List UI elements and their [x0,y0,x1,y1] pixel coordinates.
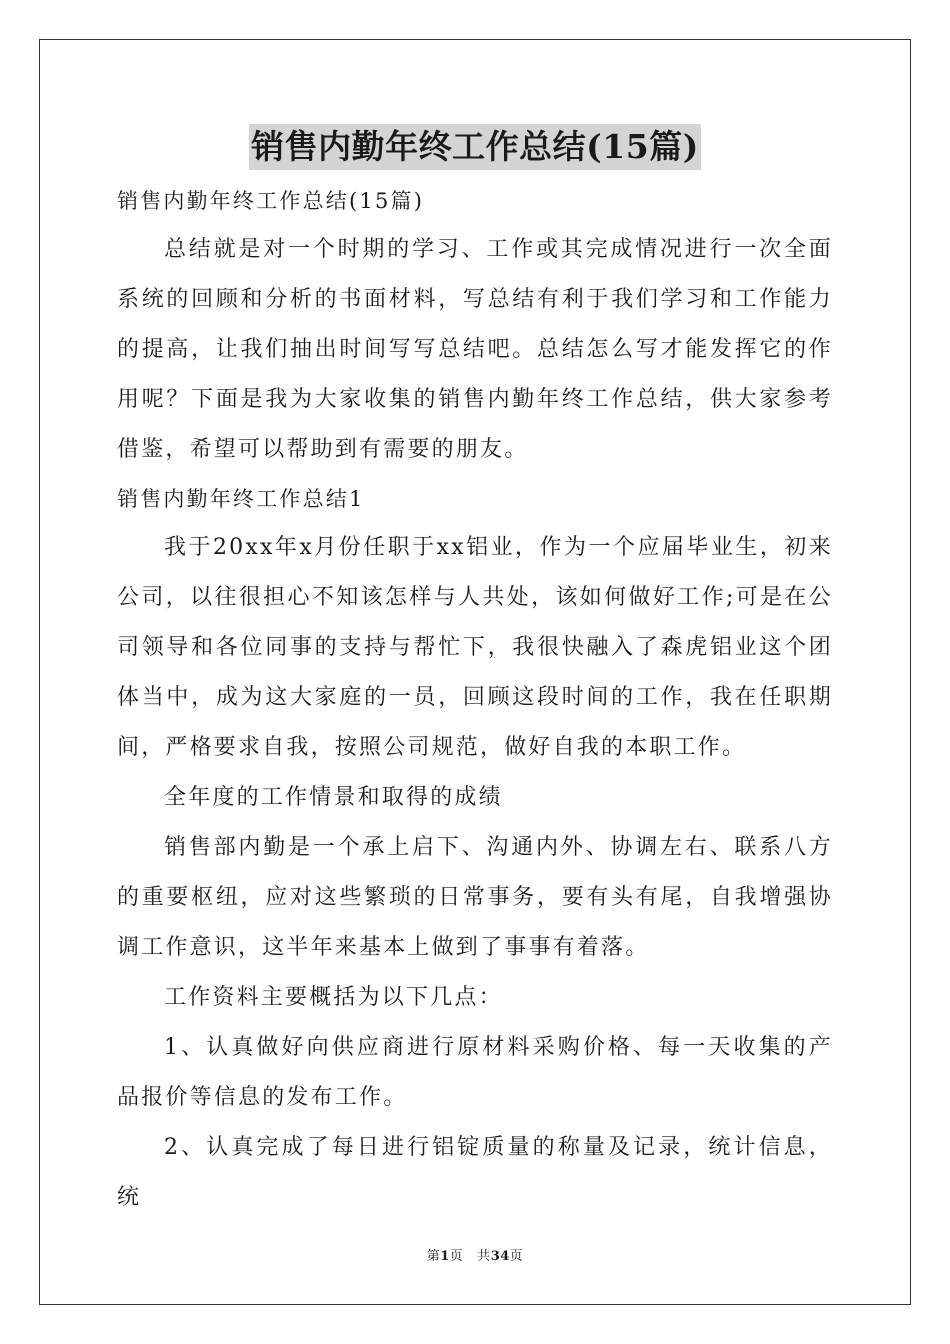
page-footer [0,1245,950,1264]
section-heading: 销售内勤年终工作总结1 [117,487,365,511]
document-title: 销售内勤年终工作总结(15篇) [249,124,701,170]
intro-paragraph: 总结就是对一个时期的学习、工作或其完成情况进行一次全面系统的回顾和分析的书面材料，写总结有利于我们学习和工作能力的提高，让我们抽出时间写写总结吧。总结怎么写才能发挥它的作用呢？下面是我为大家收集的销售内勤年终工作总结，供大家参考借鉴，希望可以帮助到有需要的朋友。 [117,237,833,462]
document-body [117,177,833,1223]
total-prefix: 共 [477,1249,491,1264]
total-pages: 34 [490,1249,510,1264]
body-paragraph: 1、认真做好向供应商进行原材料采购价格、每一天收集的产品报价等信息的发布工作。 [117,1035,833,1110]
body-paragraph: 我于20xx年x月份任职于xx铝业，作为一个应届毕业生，初来公司，以往很担心不知该怎样与人共处，该如何做好工作;可是在公司领导和各位同事的支持与帮忙下，我很快融入了森虎铝业这个团体当中，成为这大家庭的一员，回顾这段时间的工作，我在任职期间，严格要求自我，按照公司规范，做好自我的本职工作。 [117,535,833,760]
total-suffix: 页 [509,1249,524,1264]
body-paragraph: 全年度的工作情景和取得的成绩 [164,785,503,810]
body-paragraph: 销售部内勤是一个承上启下、沟通内外、协调左右、联系八方的重要枢纽，应对这些繁琐的日常事务，要有头有尾，自我增强协调工作意识，这半年来基本上做到了事事有着落。 [117,835,833,960]
page-number: 1 [440,1249,450,1264]
title-container [0,124,950,170]
page-prefix: 第 [426,1249,441,1264]
body-paragraph: 2、认真完成了每日进行铝锭质量的称量及记录，统计信息，统 [117,1135,833,1210]
body-paragraph: 工作资料主要概括为以下几点： [164,985,503,1010]
document-subtitle: 销售内勤年终工作总结(15篇) [117,189,425,213]
page-suffix: 页 [449,1249,464,1264]
